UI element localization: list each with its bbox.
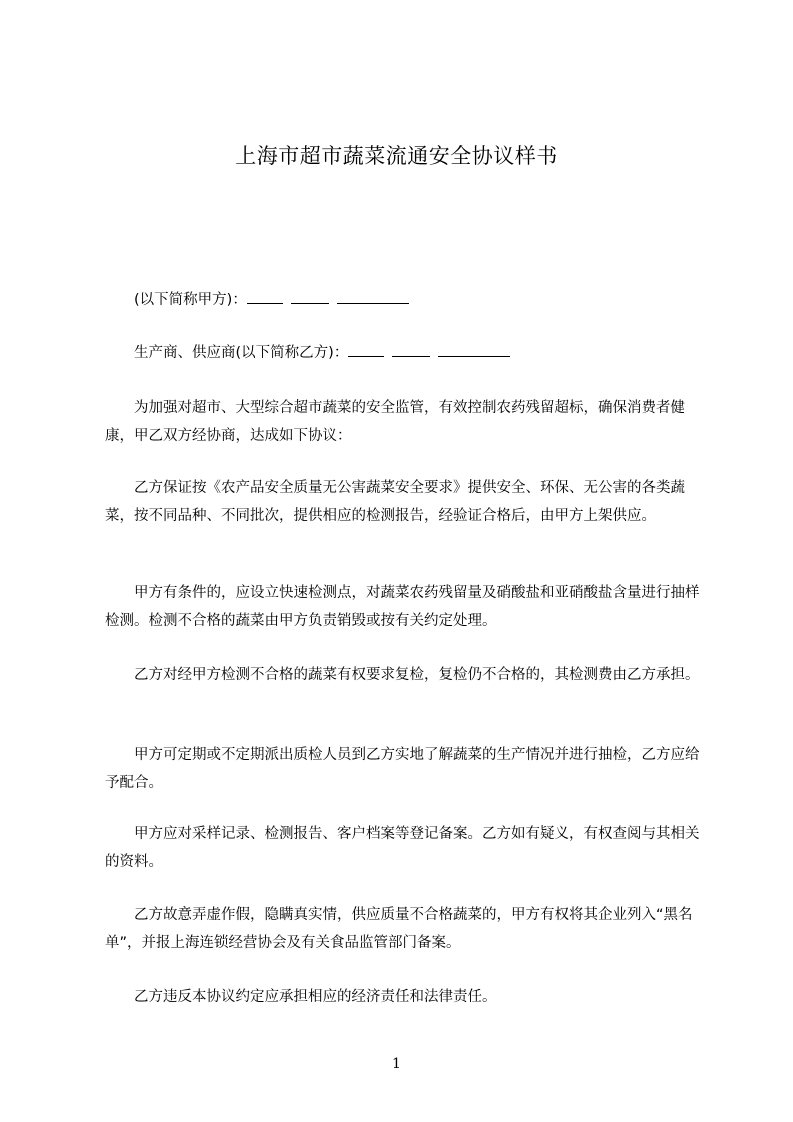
clause-paragraph: 为加强对超市、大型综合超市蔬菜的安全监管，有效控制农药残留超标，确保消费者健康，甲乙双方经协商，达成如下协议： (105, 400, 685, 444)
party-b-blank-2 (392, 342, 430, 357)
party-b-blank-1 (348, 342, 384, 357)
clause-paragraph: 甲方可定期或不定期派出质检人员到乙方实地了解蔬菜的生产情况并进行抽检，乙方应给予配合。 (105, 747, 700, 791)
party-b-label: 生产商、供应商(以下简称乙方)： (134, 345, 349, 361)
document-title: 上海市超市蔬菜流通安全协议样书 (235, 144, 558, 168)
party-b-blank-3 (438, 342, 510, 357)
clause-paragraph: 乙方保证按《农产品安全质量无公害蔬菜安全要求》提供安全、环保、无公害的各类蔬菜，按不同品种、不同批次，提供相应的检测报告，经验证合格后，由甲方上架供应。 (105, 480, 685, 524)
party-a-blank-2 (291, 289, 329, 304)
party-a-line (105, 286, 703, 314)
clause-paragraph: 乙方违反本协议约定应承担相应的经济责任和法律责任。 (134, 989, 497, 1005)
clause-paragraph: 甲方应对采样记录、检测报告、客户档案等登记备案。乙方如有疑义，有权查阅与其相关的资料。 (105, 826, 700, 870)
page-number: 1 (392, 1056, 401, 1072)
party-a-label: (以下简称甲方)： (134, 292, 247, 308)
clause-paragraph: 乙方对经甲方检测不合格的蔬菜有权要求复检，复检仍不合格的，其检测费由乙方承担。 (134, 667, 700, 683)
party-a-blank-1 (247, 289, 283, 304)
clause-paragraph: 甲方有条件的，应设立快速检测点，对蔬菜农药残留量及硝酸盐和亚硝酸盐含量进行抽样检测。检测不合格的蔬菜由甲方负责销毁或按有关约定处理。 (105, 585, 700, 629)
clause-paragraph: 乙方故意弄虚作假，隐瞒真实情，供应质量不合格蔬菜的，甲方有权将其企业列入“黑名单”，并报上海连锁经营协会及有关食品监管部门备案。 (105, 907, 693, 951)
party-b-line (105, 339, 703, 367)
party-a-blank-3 (337, 289, 409, 304)
